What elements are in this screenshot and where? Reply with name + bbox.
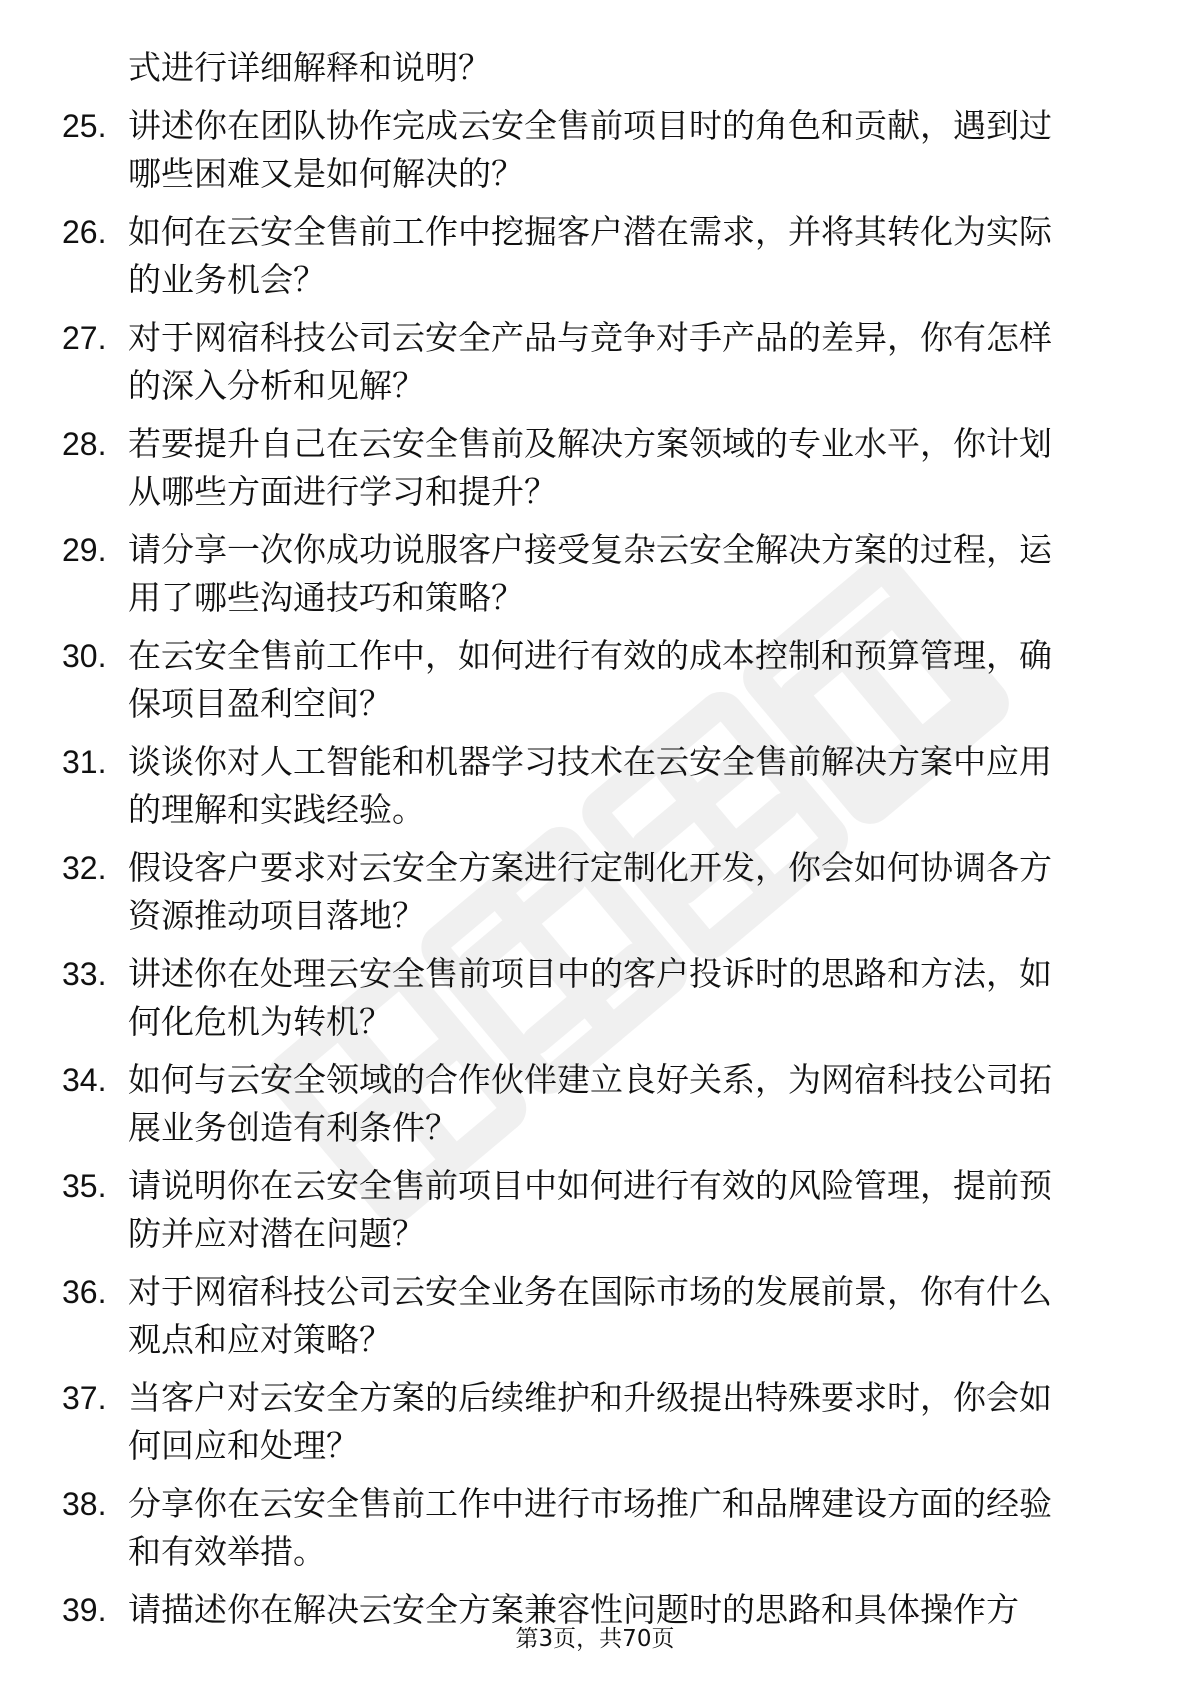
list-item	[62, 526, 1122, 622]
question-number: 27.	[62, 320, 107, 356]
question-line: 何化危机为转机？	[128, 1002, 392, 1041]
question-list	[62, 102, 1122, 1634]
list-item	[62, 1268, 1122, 1364]
list-item	[62, 1374, 1122, 1470]
question-text	[128, 1374, 1128, 1470]
question-line: 从哪些方面进行学习和提升？	[128, 472, 557, 511]
list-item	[62, 208, 1122, 304]
question-line: 资源推动项目落地？	[128, 896, 425, 935]
question-line: 观点和应对策略？	[128, 1320, 392, 1359]
question-text	[128, 738, 1128, 834]
question-line: 在云安全售前工作中，如何进行有效的成本控制和预算管理，确	[128, 636, 1052, 675]
question-line: 讲述你在团队协作完成云安全售前项目时的角色和贡献，遇到过	[128, 106, 1052, 145]
question-text	[128, 1480, 1128, 1576]
list-item	[62, 102, 1122, 198]
question-line: 请分享一次你成功说服客户接受复杂云安全解决方案的过程，运	[128, 530, 1052, 569]
list-item	[62, 844, 1122, 940]
question-text	[128, 1268, 1128, 1364]
list-item	[62, 1162, 1122, 1258]
question-number: 32.	[62, 850, 107, 886]
question-text	[128, 526, 1128, 622]
page-number-label: 第3页，共70页	[515, 1626, 675, 1652]
question-text	[128, 102, 1128, 198]
question-content	[62, 44, 1122, 1634]
question-line: 分享你在云安全售前工作中进行市场推广和品牌建设方面的经验	[128, 1484, 1052, 1523]
question-line: 若要提升自己在云安全售前及解决方案领域的专业水平，你计划	[128, 424, 1052, 463]
question-text	[128, 420, 1128, 516]
list-item	[62, 1480, 1122, 1576]
question-line: 如何与云安全领域的合作伙伴建立良好关系，为网宿科技公司拓	[128, 1060, 1052, 1099]
question-line: 的理解和实践经验。	[128, 790, 425, 829]
list-item	[62, 1056, 1122, 1152]
question-line: 和有效举措。	[128, 1532, 326, 1571]
question-number: 26.	[62, 214, 107, 250]
page-footer	[0, 1624, 1190, 1654]
question-text	[128, 1162, 1128, 1258]
question-line: 防并应对潜在问题？	[128, 1214, 425, 1253]
question-line: 展业务创造有利条件？	[128, 1108, 458, 1147]
question-line: 请说明你在云安全售前项目中如何进行有效的风险管理，提前预	[128, 1166, 1052, 1205]
question-number: 34.	[62, 1062, 107, 1098]
question-number: 36.	[62, 1274, 107, 1310]
question-text	[128, 314, 1128, 410]
question-text	[128, 208, 1128, 304]
list-item	[62, 314, 1122, 410]
question-text	[128, 950, 1128, 1046]
question-line: 讲述你在处理云安全售前项目中的客户投诉时的思路和方法，如	[128, 954, 1052, 993]
question-number: 35.	[62, 1168, 107, 1204]
question-line: 用了哪些沟通技巧和策略？	[128, 578, 524, 617]
question-number: 30.	[62, 638, 107, 674]
question-number: 25.	[62, 108, 107, 144]
question-line: 的业务机会？	[128, 260, 326, 299]
question-line: 假设客户要求对云安全方案进行定制化开发，你会如何协调各方	[128, 848, 1052, 887]
question-line: 的深入分析和见解？	[128, 366, 425, 405]
question-line: 如何在云安全售前工作中挖掘客户潜在需求，并将其转化为实际	[128, 212, 1052, 251]
question-text	[128, 844, 1128, 940]
question-line: 哪些困难又是如何解决的？	[128, 154, 524, 193]
question-number: 31.	[62, 744, 107, 780]
question-line: 对于网宿科技公司云安全业务在国际市场的发展前景，你有什么	[128, 1272, 1052, 1311]
question-line: 保项目盈利空间？	[128, 684, 392, 723]
question-number: 37.	[62, 1380, 107, 1416]
question-line: 请描述你在解决云安全方案兼容性问题时的思路和具体操作方	[128, 1590, 1019, 1629]
question-number: 38.	[62, 1486, 107, 1522]
list-item	[62, 420, 1122, 516]
question-number: 33.	[62, 956, 107, 992]
question-number: 29.	[62, 532, 107, 568]
continuation-text: 式进行详细解释和说明？	[128, 48, 491, 87]
question-line: 当客户对云安全方案的后续维护和升级提出特殊要求时，你会如	[128, 1378, 1052, 1417]
list-item	[62, 950, 1122, 1046]
question-number: 28.	[62, 426, 107, 462]
question-text	[128, 1056, 1128, 1152]
question-text	[128, 632, 1128, 728]
list-item	[62, 738, 1122, 834]
question-line: 谈谈你对人工智能和机器学习技术在云安全售前解决方案中应用	[128, 742, 1052, 781]
question-number: 39.	[62, 1592, 107, 1628]
question-line: 对于网宿科技公司云安全产品与竞争对手产品的差异，你有怎样	[128, 318, 1052, 357]
list-item	[62, 632, 1122, 728]
question-line: 何回应和处理？	[128, 1426, 359, 1465]
